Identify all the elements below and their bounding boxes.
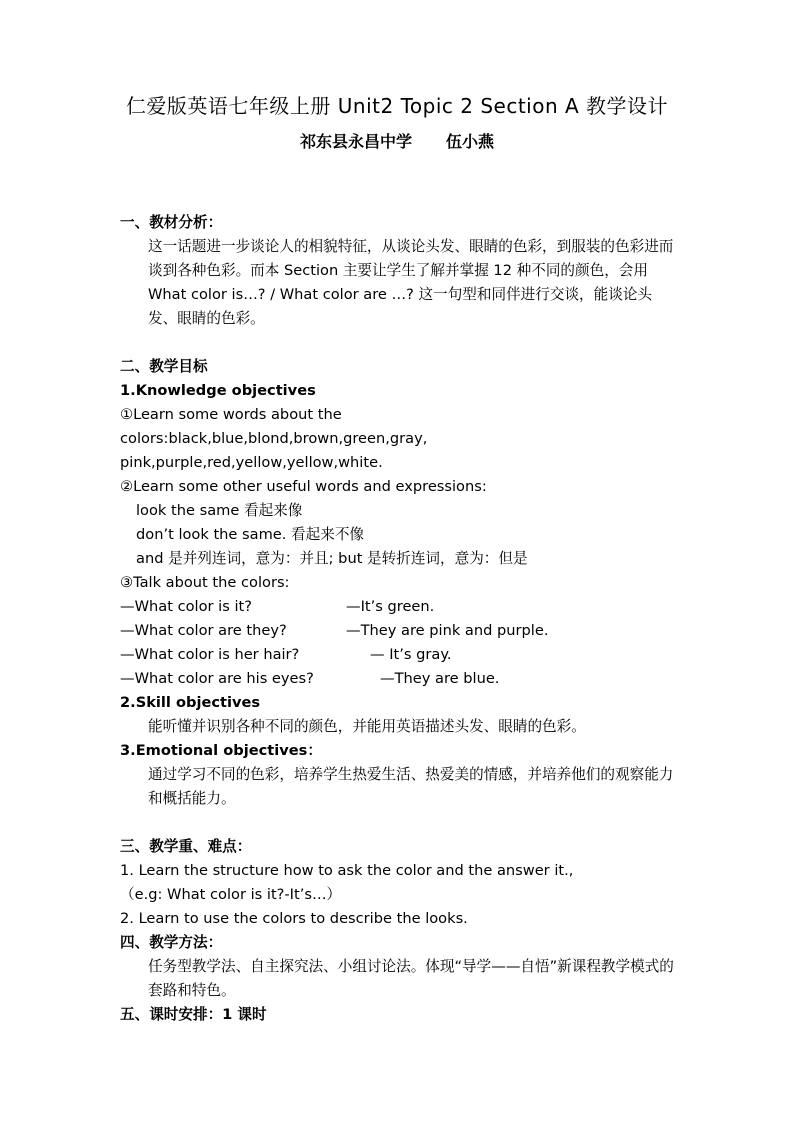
- expression-and-but: and 是并列连词，意为：并且; but 是转折连词，意为：但是: [136, 550, 528, 567]
- key-point-2: 2. Learn to use the colors to describe the looks.: [120, 910, 468, 927]
- section-heading-2: 二、教学目标: [120, 358, 208, 375]
- skill-objectives-paragraph: 能听懂并识别各种不同的颜色，并能用英语描述头发、眼睛的色彩。: [148, 718, 586, 735]
- document-title: 仁爱版英语七年级上册 Unit2 Topic 2 Section A 教学设计: [125, 94, 669, 118]
- section-4-paragraph: 任务型教学法、自主探究法、小组讨论法。体现“导学——自悟”新课程教学模式的套路和特色。: [148, 958, 674, 999]
- dialog-question: —What color is it?: [120, 598, 252, 615]
- section-heading-1: 一、教材分析：: [120, 214, 223, 231]
- knowledge-item-1-line-1: ①Learn some words about the: [120, 406, 342, 423]
- knowledge-item-3: ③Talk about the colors:: [120, 574, 290, 591]
- dialog-question: —What color is her hair?: [120, 646, 300, 663]
- dialog-question: —What color are they?: [120, 622, 287, 639]
- key-point-example: （e.g: What color is it?-It’s…）: [120, 886, 342, 903]
- dialog-line: [120, 667, 680, 691]
- knowledge-objectives-heading: 1.Knowledge objectives: [120, 382, 316, 399]
- document-body: [120, 211, 680, 1027]
- key-point-1: 1. Learn the structure how to ask the color and the answer it.,: [120, 862, 574, 879]
- dialog-line: [120, 595, 680, 619]
- section-heading-3: 三、教学重、难点：: [120, 838, 252, 855]
- dialog-question: —What color are his eyes?: [120, 670, 314, 687]
- section-heading-4: 四、教学方法：: [120, 934, 223, 951]
- section-1-paragraph: 这一话题进一步谈论人的相貌特征，从谈论头发、眼睛的色彩，到服装的色彩进而谈到各种色彩。而本 Section 主要让学生了解并掌握 12 种不同的颜色，会用 What color is…? / What color are …? 这一句型和同伴进行交谈，能谈论头发、眼睛的色彩。: [148, 238, 674, 327]
- dialog-answer: —They are pink and purple.: [346, 622, 549, 639]
- knowledge-item-1-line-3: pink,purple,red,yellow,yellow,white.: [120, 454, 383, 471]
- dialog-answer: — It’s gray.: [370, 646, 452, 663]
- emotional-objectives-heading: 3.Emotional objectives：: [120, 742, 322, 759]
- skill-objectives-heading: 2.Skill objectives: [120, 694, 261, 711]
- dialog-line: [120, 619, 680, 643]
- author-line: [0, 130, 794, 154]
- dialog-line: [120, 643, 680, 667]
- emotional-objectives-paragraph: 通过学习不同的色彩，培养学生热爱生活、热爱美的情感，并培养他们的观察能力和概括能力。: [148, 766, 674, 807]
- knowledge-item-2: ②Learn some other useful words and expressions:: [120, 478, 487, 495]
- dialog-answer: —It’s green.: [346, 598, 435, 615]
- knowledge-item-1-line-2: colors:black,blue,blond,brown,green,gray,: [120, 430, 428, 447]
- expression-dont-look-the-same: don’t look the same. 看起来不像: [136, 526, 365, 543]
- section-heading-5: 五、课时安排：1 课时: [120, 1006, 267, 1023]
- school-name: 祁东县永昌中学: [299, 132, 412, 151]
- expression-look-the-same: look the same 看起来像: [136, 502, 303, 519]
- author-name: 伍小燕: [446, 132, 495, 151]
- dialog-answer: —They are blue.: [380, 670, 500, 687]
